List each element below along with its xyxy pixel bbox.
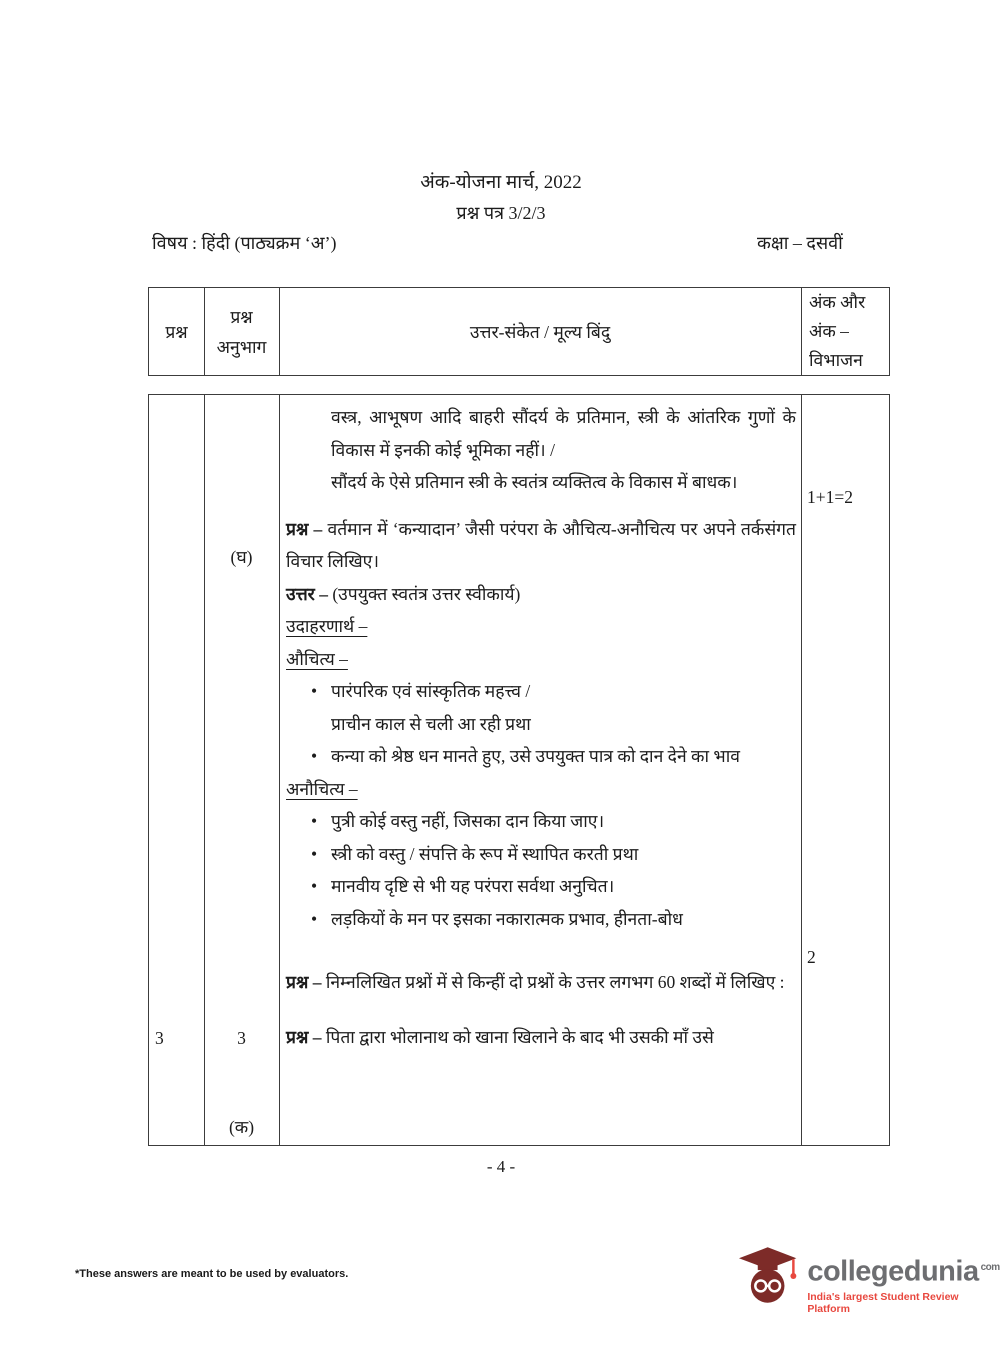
marks-value-1: 1+1=2 bbox=[807, 487, 853, 507]
question-gha bbox=[286, 513, 796, 578]
cons-bullet-2 bbox=[311, 838, 796, 871]
pros-heading: औचित्य – bbox=[286, 648, 348, 669]
carryover-para-1: वस्त्र, आभूषण आदि बाहरी सौंदर्य के प्रतिमान, स्त्री के आंतरिक गुणों के विकास में इनकी कोई भूमिका नहीं। / bbox=[331, 407, 796, 460]
question-text: वर्तमान में ‘कन्यादान’ जैसी परंपरा के औचित्य-अनौचित्य पर अपने तर्कसंगत विचार लिखिए। bbox=[286, 518, 796, 571]
cons-bullet-1-text: पुत्री कोई वस्तु नहीं, जिसका दान किया जाए। bbox=[331, 811, 605, 831]
bullet-icon bbox=[311, 903, 331, 936]
question-text: पिता द्वारा भोलानाथ को खाना खिलाने के बाद भी उसकी माँ उसे bbox=[321, 1026, 714, 1047]
header-marks-line1: अंक और bbox=[809, 292, 866, 312]
doc-title: अंक-योजना मार्च, 2022 bbox=[420, 172, 582, 193]
answer-content bbox=[286, 401, 796, 1053]
answer-gha bbox=[286, 578, 796, 611]
paper-number: प्रश्न पत्र 3/2/3 bbox=[456, 203, 546, 223]
section-label-gha: (घ) bbox=[230, 547, 253, 567]
pros-bullet-1-line1: पारंपरिक एवं सांस्कृतिक महत्त्व / bbox=[331, 681, 531, 701]
brand-suffix: com bbox=[980, 1262, 1000, 1273]
question-prefix: प्रश्न – bbox=[286, 1026, 322, 1047]
column-divider bbox=[279, 395, 280, 1145]
header-marks-line3: विभाजन bbox=[809, 350, 863, 370]
header-answer-key: उत्तर-संकेत / मूल्य बिंदु bbox=[469, 321, 611, 342]
pros-bullet-1-line2: प्राचीन काल से चली आ रही प्रथा bbox=[331, 713, 531, 734]
example-label: उदाहरणार्थ – bbox=[286, 616, 368, 636]
header-marks bbox=[801, 288, 891, 375]
bullet-icon bbox=[311, 740, 331, 773]
question-text: निम्नलिखित प्रश्नों में से किन्हीं दो प्रश्नों के उत्तर लगभग 60 शब्दों में लिखिए : bbox=[321, 972, 785, 992]
cons-heading: अनौचित्य – bbox=[286, 778, 358, 799]
cons-bullet-4 bbox=[311, 903, 796, 936]
header-section-line2: अनुभाग bbox=[216, 336, 267, 357]
question-prefix: प्रश्न – bbox=[286, 972, 322, 992]
collegedunia-logo bbox=[736, 1244, 1002, 1315]
table-header bbox=[148, 287, 890, 376]
header-question: प्रश्न bbox=[165, 321, 188, 342]
question-number-3: 3 bbox=[155, 1028, 164, 1048]
pros-bullet-2 bbox=[311, 740, 796, 773]
section-label-ka: (क) bbox=[228, 1117, 255, 1137]
page-number: - 4 - bbox=[486, 1157, 516, 1176]
bullet-icon bbox=[311, 675, 331, 740]
answer-prefix: उत्तर – bbox=[286, 583, 328, 604]
brand-text bbox=[807, 1244, 1002, 1315]
graduate-mascot-icon bbox=[736, 1244, 799, 1308]
section-number-3: 3 bbox=[237, 1028, 246, 1048]
brand-tagline: India's largest Student Review Platform bbox=[807, 1290, 959, 1315]
subject-label: विषय : हिंदी (पाठ्यक्रम ‘अ’) bbox=[152, 233, 337, 253]
question-ka bbox=[286, 1021, 796, 1054]
marks-value-2: 2 bbox=[807, 947, 816, 967]
pros-bullet-1-text bbox=[331, 675, 796, 740]
column-divider bbox=[801, 395, 802, 1145]
evaluator-note: *These answers are meant to be used by evaluators. bbox=[75, 1268, 349, 1280]
question-3 bbox=[286, 966, 796, 999]
bullet-icon bbox=[311, 805, 331, 838]
header-section bbox=[204, 288, 279, 375]
table-body bbox=[148, 394, 890, 1146]
pros-bullet-2-text: कन्या को श्रेष्ठ धन मानते हुए, उसे उपयुक्त पात्र को दान देने का भाव bbox=[331, 746, 740, 766]
carryover-para-2: सौंदर्य के ऐसे प्रतिमान स्त्री के स्वतंत्र व्यक्तित्व के विकास में बाधक। bbox=[331, 472, 738, 492]
header-section-line1: प्रश्न bbox=[230, 306, 253, 327]
class-label: कक्षा – दसवीं bbox=[757, 233, 843, 253]
bullet-icon bbox=[311, 838, 331, 871]
bullet-icon bbox=[311, 870, 331, 903]
question-prefix: प्रश्न – bbox=[286, 518, 323, 539]
answer-text: (उपयुक्त स्वतंत्र उत्तर स्वीकार्य) bbox=[327, 583, 521, 604]
brand-name: collegedunia $^{com}$ bbox=[807, 1255, 1000, 1288]
header-marks-line2: अंक – bbox=[809, 321, 849, 341]
cons-bullet-1 bbox=[311, 805, 796, 838]
cons-bullet-3-text: मानवीय दृष्टि से भी यह परंपरा सर्वथा अनुचित। bbox=[331, 876, 615, 896]
cons-bullet-3 bbox=[311, 870, 796, 903]
cons-bullet-4-text: लड़कियों के मन पर इसका नकारात्मक प्रभाव, हीनता-बोध bbox=[331, 908, 683, 929]
pros-bullet-1 bbox=[311, 675, 796, 740]
cons-bullet-2-text: स्त्री को वस्तु / संपत्ति के रूप में स्थापित करती प्रथा bbox=[331, 843, 639, 864]
